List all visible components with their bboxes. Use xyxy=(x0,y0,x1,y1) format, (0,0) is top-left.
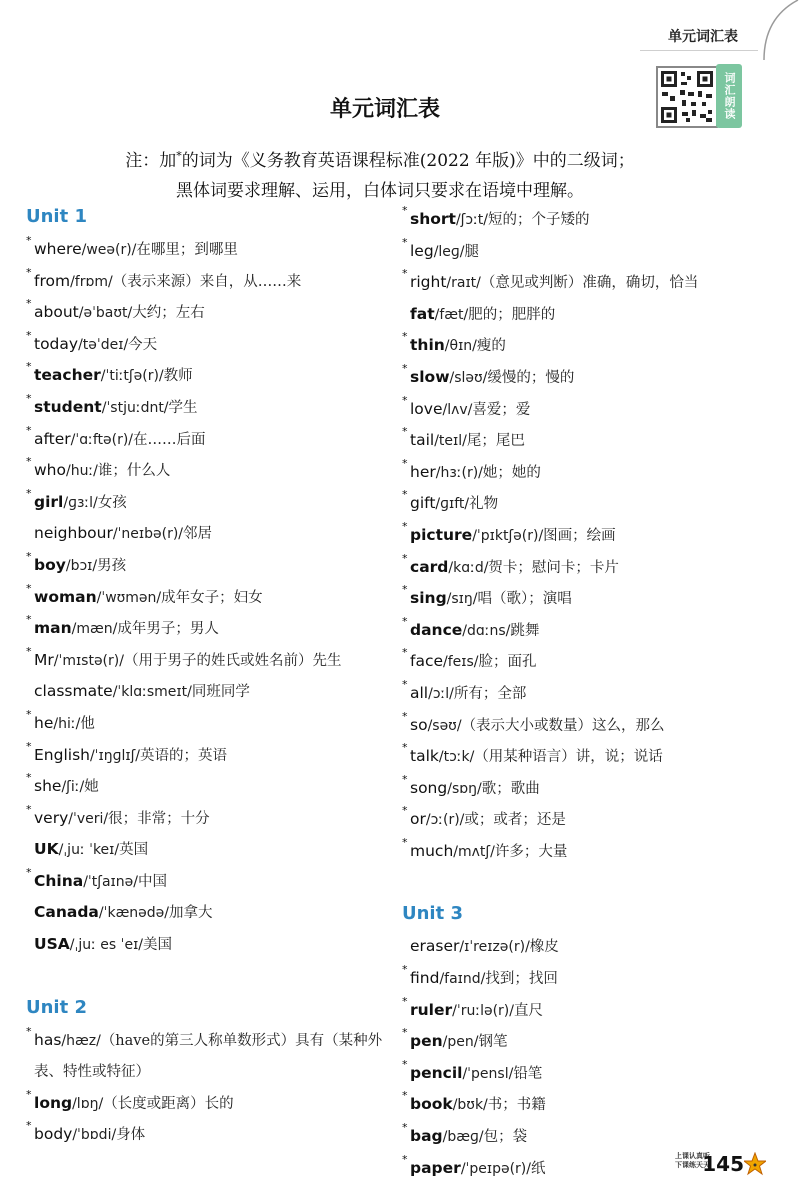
vocab-meaning: 纸 xyxy=(530,1160,546,1177)
vocab-word: very xyxy=(34,808,69,827)
level-star-marker: * xyxy=(26,234,32,247)
vocab-phonetic: /ɡɪft/ xyxy=(435,496,470,513)
vocab-entry xyxy=(26,866,392,898)
vocab-phonetic: /kɑːd/ xyxy=(448,559,489,576)
level-star-marker: * xyxy=(26,265,32,279)
vocab-meaning: 礼物 xyxy=(469,496,499,513)
vocab-entry xyxy=(26,487,392,519)
level-star-marker: * xyxy=(26,613,32,627)
vocab-word: leg xyxy=(410,241,434,260)
vocab-phonetic: /ˈtʃaɪnə/ xyxy=(83,873,138,890)
level-star-marker: * xyxy=(26,644,32,658)
vocab-phonetic: /ˌjuː ˈkeɪ/ xyxy=(58,842,120,859)
level-star-marker: * xyxy=(402,963,408,977)
note-prefix: 注：加 xyxy=(125,151,177,171)
vocab-word: Mr xyxy=(34,650,54,669)
vocab-phonetic: /ˈneɪbə(r)/ xyxy=(112,526,184,543)
vocab-phonetic: /ˈwʊmən/ xyxy=(96,589,162,606)
level-star-marker: * xyxy=(402,1057,408,1071)
vocab-phonetic: /lʌv/ xyxy=(442,401,473,418)
vocab-meaning: 很；非常；十分 xyxy=(108,810,210,827)
vocab-meaning: 英国 xyxy=(119,842,149,859)
vocab-meaning: 英语的；英语 xyxy=(140,747,228,764)
level-star-marker: * xyxy=(402,677,408,691)
vocab-word: China xyxy=(34,871,84,890)
vocab-phonetic: /sləʊ/ xyxy=(449,369,488,386)
vocab-meaning: 谁；什么人 xyxy=(97,463,171,480)
level-star-marker: * xyxy=(26,455,32,469)
vocab-phonetic: /mæn/ xyxy=(71,621,118,638)
vocab-word: from xyxy=(34,271,71,290)
vocab-word: sing xyxy=(410,589,447,608)
level-star-marker: * xyxy=(26,1024,32,1038)
vocab-entry xyxy=(402,488,782,520)
vocab-phonetic: /sɒŋ/ xyxy=(447,780,482,797)
vocab-phonetic: /səʊ/ xyxy=(427,717,462,734)
vocab-meaning: （have的第三人称单数形式）具有（某种外表、特性或特征） xyxy=(34,1032,383,1081)
vocab-phonetic: /bæɡ/ xyxy=(442,1129,484,1146)
vocab-word: fat xyxy=(410,304,435,323)
vocab-meaning: 成年男子；男人 xyxy=(117,621,219,638)
level-star-marker: * xyxy=(402,1121,408,1135)
unit-heading: Unit 1 xyxy=(26,206,87,227)
level-star-marker: * xyxy=(402,614,408,628)
vocab-entry xyxy=(402,710,782,742)
vocab-word: song xyxy=(410,778,448,797)
vocab-entry xyxy=(26,392,392,424)
vocab-column-right xyxy=(402,204,782,1184)
vocab-entry xyxy=(26,929,392,961)
vocab-entry xyxy=(26,424,392,456)
level-star-marker: * xyxy=(26,1119,32,1133)
vocab-phonetic: /hiː/ xyxy=(53,715,81,732)
vocab-phonetic: /ɔːl/ xyxy=(428,685,454,702)
vocab-meaning: 喜爱；爱 xyxy=(472,401,531,418)
note-line-1 xyxy=(60,146,700,171)
vocab-meaning: 短的；个子矮的 xyxy=(488,212,590,228)
level-star-marker: * xyxy=(402,1026,408,1040)
vocab-meaning: （用于男子的姓氏或姓名前）先生 xyxy=(123,652,342,669)
vocab-entry xyxy=(402,963,782,995)
vocab-meaning: 所有；全部 xyxy=(453,685,527,702)
section-gap xyxy=(26,961,392,995)
level-star-marker: * xyxy=(402,519,408,533)
vocab-meaning: 邻居 xyxy=(183,526,213,543)
vocab-phonetic: /təˈdeɪ/ xyxy=(78,336,129,353)
vocab-meaning: 跳舞 xyxy=(510,622,540,639)
vocab-entry xyxy=(26,329,392,361)
vocab-entry xyxy=(402,299,782,331)
vocab-phonetic: /ˈmɪstə(r)/ xyxy=(53,652,124,669)
vocab-phonetic: /ʃɔːt/ xyxy=(455,212,489,228)
vocab-word: much xyxy=(410,841,454,860)
vocab-phonetic: /raɪt/ xyxy=(446,275,481,292)
level-star-marker: * xyxy=(402,646,408,660)
vocab-entry xyxy=(26,266,392,298)
vocab-entry xyxy=(26,550,392,582)
vocab-phonetic: /ɔː(r)/ xyxy=(425,812,465,829)
star-mascot-icon xyxy=(744,1152,766,1178)
vocab-word: has xyxy=(34,1030,62,1049)
vocab-word: so xyxy=(410,715,428,734)
vocab-word: long xyxy=(34,1093,73,1112)
vocab-word: her xyxy=(410,462,436,481)
level-star-marker: * xyxy=(402,330,408,344)
vocab-meaning: 钢笔 xyxy=(478,1034,508,1051)
vocab-meaning: 教师 xyxy=(163,368,193,385)
vocab-phonetic: /ɪˈreɪzə(r)/ xyxy=(459,939,530,956)
page-corner-curve xyxy=(750,0,800,60)
vocab-meaning: 书；书籍 xyxy=(487,1097,546,1114)
vocab-phonetic: /ˈɑːftə(r)/ xyxy=(70,431,134,448)
vocab-meaning: 身体 xyxy=(116,1127,146,1144)
level-star-marker: * xyxy=(402,488,408,502)
vocab-meaning: （意见或判断）准确，确切，恰当 xyxy=(480,275,699,292)
vocab-phonetic: /θɪn/ xyxy=(444,338,477,355)
level-star-marker: * xyxy=(26,581,32,595)
vocab-word: card xyxy=(410,557,449,576)
vocab-entry xyxy=(402,615,782,647)
vocab-meaning: 中国 xyxy=(137,873,167,890)
vocab-phonetic: /fæt/ xyxy=(434,306,469,323)
vocab-word: pencil xyxy=(410,1063,463,1082)
vocab-entry xyxy=(402,267,782,299)
vocab-word: gift xyxy=(410,494,436,513)
header-section-tab: 单元词汇表 xyxy=(668,29,738,45)
vocab-meaning: 肥的；肥胖的 xyxy=(468,306,556,323)
level-star-marker: * xyxy=(26,297,32,311)
vocab-word: she xyxy=(34,777,62,796)
vocab-word: tail xyxy=(410,431,435,450)
level-star-marker: * xyxy=(402,456,408,470)
vocab-word: Canada xyxy=(34,903,99,922)
vocab-meaning: 找到；找回 xyxy=(485,971,558,988)
vocab-phonetic: /teɪl/ xyxy=(434,433,467,450)
vocab-phonetic: /leɡ/ xyxy=(433,243,465,260)
vocab-phonetic: /ˈpeɪpə(r)/ xyxy=(460,1160,531,1177)
level-star-marker: * xyxy=(402,583,408,597)
vocab-word: eraser xyxy=(410,937,460,956)
level-star-marker: * xyxy=(26,865,32,879)
vocab-word: UK xyxy=(34,840,59,859)
vocab-entry xyxy=(26,455,392,487)
vocab-meaning: 贺卡；慰问卡；卡片 xyxy=(488,559,619,576)
vocab-entry xyxy=(402,1089,782,1121)
note-star: * xyxy=(176,149,182,163)
vocab-word: face xyxy=(410,652,444,671)
vocab-phonetic: /frɒm/ xyxy=(70,273,113,290)
vocab-word: woman xyxy=(34,587,97,606)
vocab-word: classmate xyxy=(34,682,113,701)
vocab-phonetic: /ˈruːlə(r)/ xyxy=(452,1002,514,1019)
vocab-meaning: 缓慢的；慢的 xyxy=(487,369,575,386)
vocab-meaning: 今天 xyxy=(128,336,158,353)
vocab-word: slow xyxy=(410,367,450,386)
vocab-word: dance xyxy=(410,620,463,639)
level-star-marker: * xyxy=(402,551,408,565)
vocab-meaning: 图画；绘画 xyxy=(543,527,616,544)
vocab-entry xyxy=(402,646,782,678)
vocab-word: short xyxy=(410,210,456,228)
level-star-marker: * xyxy=(402,267,408,281)
vocab-word: boy xyxy=(34,555,66,574)
vocab-word: girl xyxy=(34,492,64,511)
level-star-marker: * xyxy=(26,360,32,374)
vocab-meaning: 包；袋 xyxy=(483,1129,528,1146)
vocab-phonetic: /ˈpɪktʃə(r)/ xyxy=(472,527,544,544)
vocab-word: picture xyxy=(410,525,473,544)
vocab-meaning: 尾；尾巴 xyxy=(466,433,525,450)
vocab-meaning: 他 xyxy=(80,715,95,732)
vocab-entry xyxy=(402,236,782,268)
level-star-marker: * xyxy=(402,835,408,849)
vocab-meaning: 加拿大 xyxy=(169,905,213,922)
vocab-meaning: 或；或者；还是 xyxy=(464,812,566,829)
note-line-2: 黑体词要求理解、运用，白体词只要求在语境中理解。 xyxy=(176,181,584,201)
vocab-meaning: 橡皮 xyxy=(529,939,559,956)
vocab-entry xyxy=(402,741,782,773)
vocab-meaning: 脸；面孔 xyxy=(478,654,537,671)
vocab-meaning: 在哪里；到哪里 xyxy=(136,242,238,258)
vocab-word: ruler xyxy=(410,1000,453,1019)
note-suffix: 的词为《义务教育英语课程标准(2022 年版)》中的二级词； xyxy=(181,151,635,171)
level-star-marker: * xyxy=(402,1089,408,1103)
vocab-entry xyxy=(402,773,782,805)
vocab-entry xyxy=(26,613,392,645)
vocab-meaning: （表示大小或数量）这么，那么 xyxy=(461,717,665,734)
vocab-word: body xyxy=(34,1125,73,1144)
vocab-word: paper xyxy=(410,1158,461,1177)
level-star-marker: * xyxy=(402,425,408,439)
vocab-entry xyxy=(26,1025,392,1088)
vocab-word: pen xyxy=(410,1032,443,1051)
level-star-marker: * xyxy=(402,804,408,818)
vocab-entry xyxy=(26,897,392,929)
vocab-entry xyxy=(402,330,782,362)
vocab-entry xyxy=(26,803,392,835)
vocab-meaning: 她 xyxy=(84,779,99,796)
vocab-phonetic: /ˈkænədə/ xyxy=(98,905,170,922)
vocab-word: English xyxy=(34,745,90,764)
vocab-entry xyxy=(402,931,782,963)
level-star-marker: * xyxy=(26,486,32,500)
vocab-meaning: 学生 xyxy=(168,399,198,416)
level-star-marker: * xyxy=(402,204,408,217)
vocab-meaning: 歌；歌曲 xyxy=(481,780,540,797)
vocab-phonetic: /ˈpensl/ xyxy=(462,1065,514,1082)
vocab-meaning: 瘦的 xyxy=(476,338,506,355)
vocab-phonetic: /tɔːk/ xyxy=(438,749,475,766)
vocab-entry xyxy=(402,836,782,868)
vocab-entry xyxy=(402,552,782,584)
level-star-marker: * xyxy=(26,771,32,785)
vocab-entry xyxy=(402,583,782,615)
vocab-word: where xyxy=(34,240,82,258)
vocab-phonetic: /mʌtʃ/ xyxy=(453,843,495,860)
vocab-meaning: （表示来源）来自，从……来 xyxy=(112,273,302,290)
vocab-meaning: 在……后面 xyxy=(133,431,206,448)
level-star-marker: * xyxy=(26,802,32,816)
vocab-meaning: 同班同学 xyxy=(191,684,250,701)
vocab-word: or xyxy=(410,810,426,829)
vocab-entry xyxy=(26,645,392,677)
level-star-marker: * xyxy=(26,328,32,342)
vocab-phonetic: /weə(r)/ xyxy=(81,242,137,258)
level-star-marker: * xyxy=(402,741,408,755)
vocab-word: student xyxy=(34,397,102,416)
level-star-marker: * xyxy=(402,1152,408,1166)
vocab-meaning: 成年女子；妇女 xyxy=(161,589,263,606)
vocab-entry xyxy=(402,1026,782,1058)
vocab-phonetic: /pen/ xyxy=(442,1034,479,1051)
level-star-marker: * xyxy=(26,549,32,563)
vocab-entry xyxy=(26,771,392,803)
vocab-meaning: 直尺 xyxy=(513,1002,543,1019)
level-star-marker: * xyxy=(402,994,408,1008)
vocab-phonetic: /əˈbaʊt/ xyxy=(78,305,133,322)
vocab-phonetic: /ˈklɑːsmeɪt/ xyxy=(112,684,192,701)
section-gap xyxy=(402,867,782,901)
vocab-entry xyxy=(402,804,782,836)
vocab-word: thin xyxy=(410,336,445,355)
series-logo-line-2: 下课练天天 xyxy=(675,1161,710,1169)
level-star-marker: * xyxy=(402,772,408,786)
vocab-word: after xyxy=(34,429,71,448)
vocab-meaning: 她；她的 xyxy=(482,464,541,481)
vocab-phonetic: /bʊk/ xyxy=(452,1097,488,1114)
qr-badge-label: 词汇朗读 xyxy=(716,64,742,128)
vocab-column-left xyxy=(26,204,392,1151)
vocab-meaning: 男孩 xyxy=(97,557,127,574)
vocab-word: about xyxy=(34,303,79,322)
vocab-entry xyxy=(26,740,392,772)
vocab-word: USA xyxy=(34,935,70,954)
vocab-entry xyxy=(26,1088,392,1120)
vocab-entry xyxy=(26,834,392,866)
vocab-phonetic: /hɜː(r)/ xyxy=(435,464,483,481)
vocab-phonetic: /feɪs/ xyxy=(443,654,479,671)
vocab-entry xyxy=(402,204,782,236)
vocab-word: he xyxy=(34,713,54,732)
level-star-marker: * xyxy=(26,739,32,753)
vocab-word: love xyxy=(410,399,443,418)
level-star-marker: * xyxy=(402,235,408,249)
vocab-phonetic: /faɪnd/ xyxy=(439,971,486,988)
vocab-phonetic: /bɔɪ/ xyxy=(65,557,98,574)
unit-heading: Unit 3 xyxy=(402,903,463,925)
vocab-entry xyxy=(402,1058,782,1090)
vocab-entry xyxy=(402,520,782,552)
page-number: 145 xyxy=(702,1152,744,1176)
vocab-phonetic: /hæz/ xyxy=(61,1032,101,1049)
vocab-entry xyxy=(402,678,782,710)
level-star-marker: * xyxy=(402,709,408,723)
vocab-phonetic: /ɡɜːl/ xyxy=(63,494,98,511)
vocab-entry xyxy=(26,676,392,708)
header-rule xyxy=(640,50,758,51)
page-title: 单元词汇表 xyxy=(329,97,440,122)
vocab-entry xyxy=(26,297,392,329)
vocab-word: bag xyxy=(410,1127,443,1146)
level-star-marker: * xyxy=(402,393,408,407)
vocab-word: who xyxy=(34,461,66,480)
vocab-phonetic: /sɪŋ/ xyxy=(446,591,478,608)
vocab-phonetic: /ˈɪŋɡlɪʃ/ xyxy=(89,747,141,764)
level-star-marker: * xyxy=(26,1087,32,1101)
vocab-phonetic: /lɒŋ/ xyxy=(72,1095,104,1112)
vocab-entry xyxy=(402,1121,782,1153)
vocab-entry xyxy=(402,394,782,426)
vocab-meaning: （长度或距离）长的 xyxy=(103,1095,234,1112)
vocab-word: talk xyxy=(410,747,439,766)
vocab-phonetic: /huː/ xyxy=(65,463,98,480)
vocab-entry xyxy=(26,360,392,392)
unit-heading: Unit 2 xyxy=(26,996,87,1018)
vocab-word: teacher xyxy=(34,366,101,385)
level-star-marker: * xyxy=(402,361,408,375)
vocab-entry xyxy=(402,362,782,394)
vocab-meaning: 铅笔 xyxy=(513,1065,543,1082)
level-star-marker: * xyxy=(26,423,32,437)
vocab-phonetic: /ˈbɒdi/ xyxy=(72,1127,117,1144)
vocab-phonetic: /ˈstjuːdnt/ xyxy=(101,399,169,416)
vocab-meaning: 大约；左右 xyxy=(132,305,205,322)
vocab-meaning: （用某种语言）讲，说；说话 xyxy=(474,749,663,766)
level-star-marker: * xyxy=(26,707,32,721)
vocab-entry xyxy=(26,582,392,614)
vocab-word: find xyxy=(410,969,440,988)
vocab-word: right xyxy=(410,273,447,292)
vocab-meaning: 腿 xyxy=(464,243,480,260)
vocab-phonetic: /dɑːns/ xyxy=(462,622,511,639)
vocab-entry xyxy=(402,425,782,457)
vocab-meaning: 美国 xyxy=(142,937,172,954)
vocab-meaning: 唱（歌）；演唱 xyxy=(477,591,572,608)
vocab-entry xyxy=(26,518,392,550)
vocab-meaning: 女孩 xyxy=(97,494,127,511)
vocab-entry xyxy=(402,995,782,1027)
vocab-word: man xyxy=(34,619,72,638)
vocab-entry xyxy=(402,457,782,489)
vocab-phonetic: /ˈtiːtʃə(r)/ xyxy=(100,368,164,385)
vocab-word: book xyxy=(410,1095,453,1114)
vocab-word: today xyxy=(34,334,79,353)
vocab-entry xyxy=(26,234,392,266)
series-logo-line-1: 上课认真听 xyxy=(675,1152,710,1160)
vocab-phonetic: /ʃiː/ xyxy=(61,779,85,796)
vocab-entry xyxy=(26,708,392,740)
vocab-word: neighbour xyxy=(34,524,113,543)
vocab-phonetic: /ˈveri/ xyxy=(68,810,109,827)
vocab-entry xyxy=(26,1119,392,1151)
level-star-marker: * xyxy=(26,391,32,405)
vocab-phonetic: /ˌjuː es ˈeɪ/ xyxy=(69,937,143,954)
vocab-meaning: 许多；大量 xyxy=(494,843,568,860)
vocab-word: all xyxy=(410,683,429,702)
